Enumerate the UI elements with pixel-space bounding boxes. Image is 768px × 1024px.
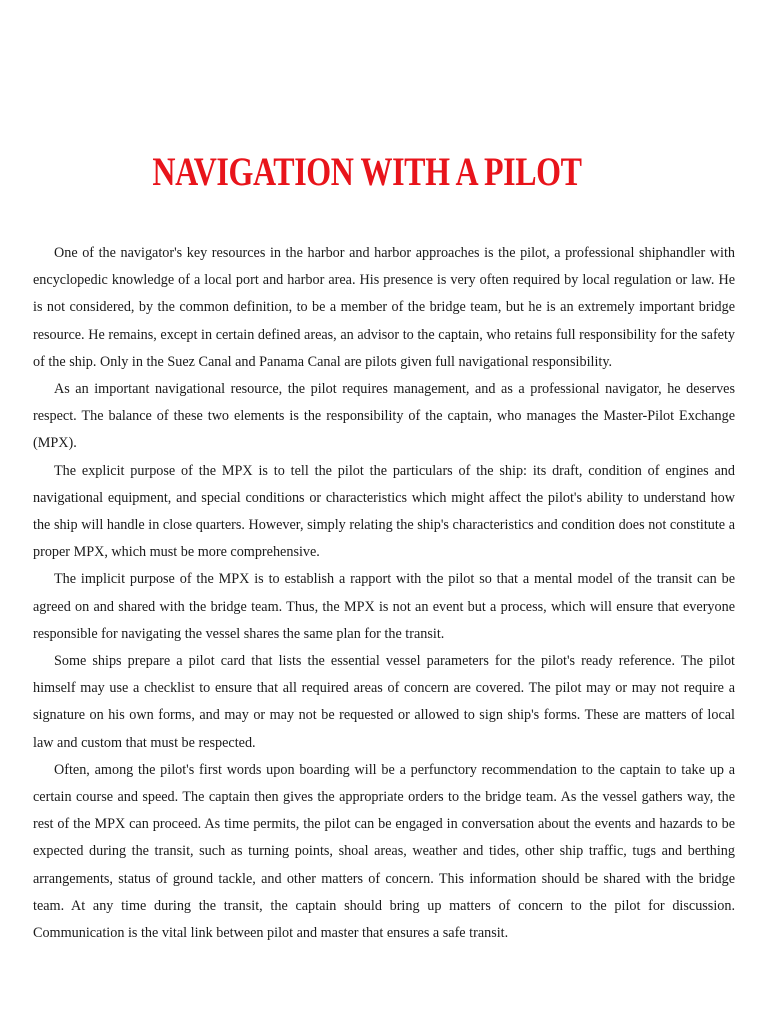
paragraph-3: The explicit purpose of the MPX is to tell the pilot the particulars of the ship: its draft, condition of engines and navigational equipment, and special conditions or characteristics which might affect the pilot's ability to understand how the ship will handle in close quarters. However, simply relating the ship's characteristics and condition does not constitute a proper MPX, which must be more comprehensive.: [33, 462, 735, 561]
document-body: [33, 240, 735, 947]
paragraph-1: One of the navigator's key resources in the harbor and harbor approaches is the pilot, a professional shiphandler with encyclopedic knowledge of a local port and harbor area. His presence is very often required by local regulation or law. He is not considered, by the common definition, to be a member of the bridge team, but he is an extremely important bridge resource. He remains, except in certain defined areas, an advisor to the captain, who retains full responsibility for the safety of the ship. Only in the Suez Canal and Panama Canal are pilots given full navigational responsibility.: [33, 245, 735, 370]
page-title: NAVIGATION WITH A PILOT: [152, 149, 582, 194]
paragraph-2: As an important navigational resource, the pilot requires management, and as a professional navigator, he deserves respect. The balance of these two elements is the responsibility of the captain, who manages the Master-Pilot Exchange (MPX).: [33, 381, 735, 452]
paragraph-6: Often, among the pilot's first words upon boarding will be a perfunctory recommendation to the captain to take up a certain course and speed. The captain then gives the appropriate orders to the bridge team. As the vessel gathers way, the rest of the MPX can proceed. As time permits, the pilot can be engaged in conversation about the events and hazards to be expected during the transit, such as turning points, shoal areas, weather and tides, other ship traffic, tugs and berthing arrangements, status of ground tackle, and other matters of concern. This information should be shared with the bridge team. At any time during the transit, the captain should bring up matters of concern to the pilot for discussion. Communication is the vital link between pilot and master that ensures a safe transit.: [33, 761, 735, 942]
paragraph-4: The implicit purpose of the MPX is to establish a rapport with the pilot so that a mental model of the transit can be agreed on and shared with the bridge team. Thus, the MPX is not an event but a process, which will ensure that everyone responsible for navigating the vessel shares the same plan for the transit.: [33, 571, 735, 642]
paragraph-5: Some ships prepare a pilot card that lists the essential vessel parameters for the pilot's ready reference. The pilot himself may use a checklist to ensure that all required areas of concern are covered. The pilot may or may not require a signature on his own forms, and may or may not be requested or allowed to sign ship's forms. These are matters of local law and custom that must be respected.: [33, 653, 735, 751]
